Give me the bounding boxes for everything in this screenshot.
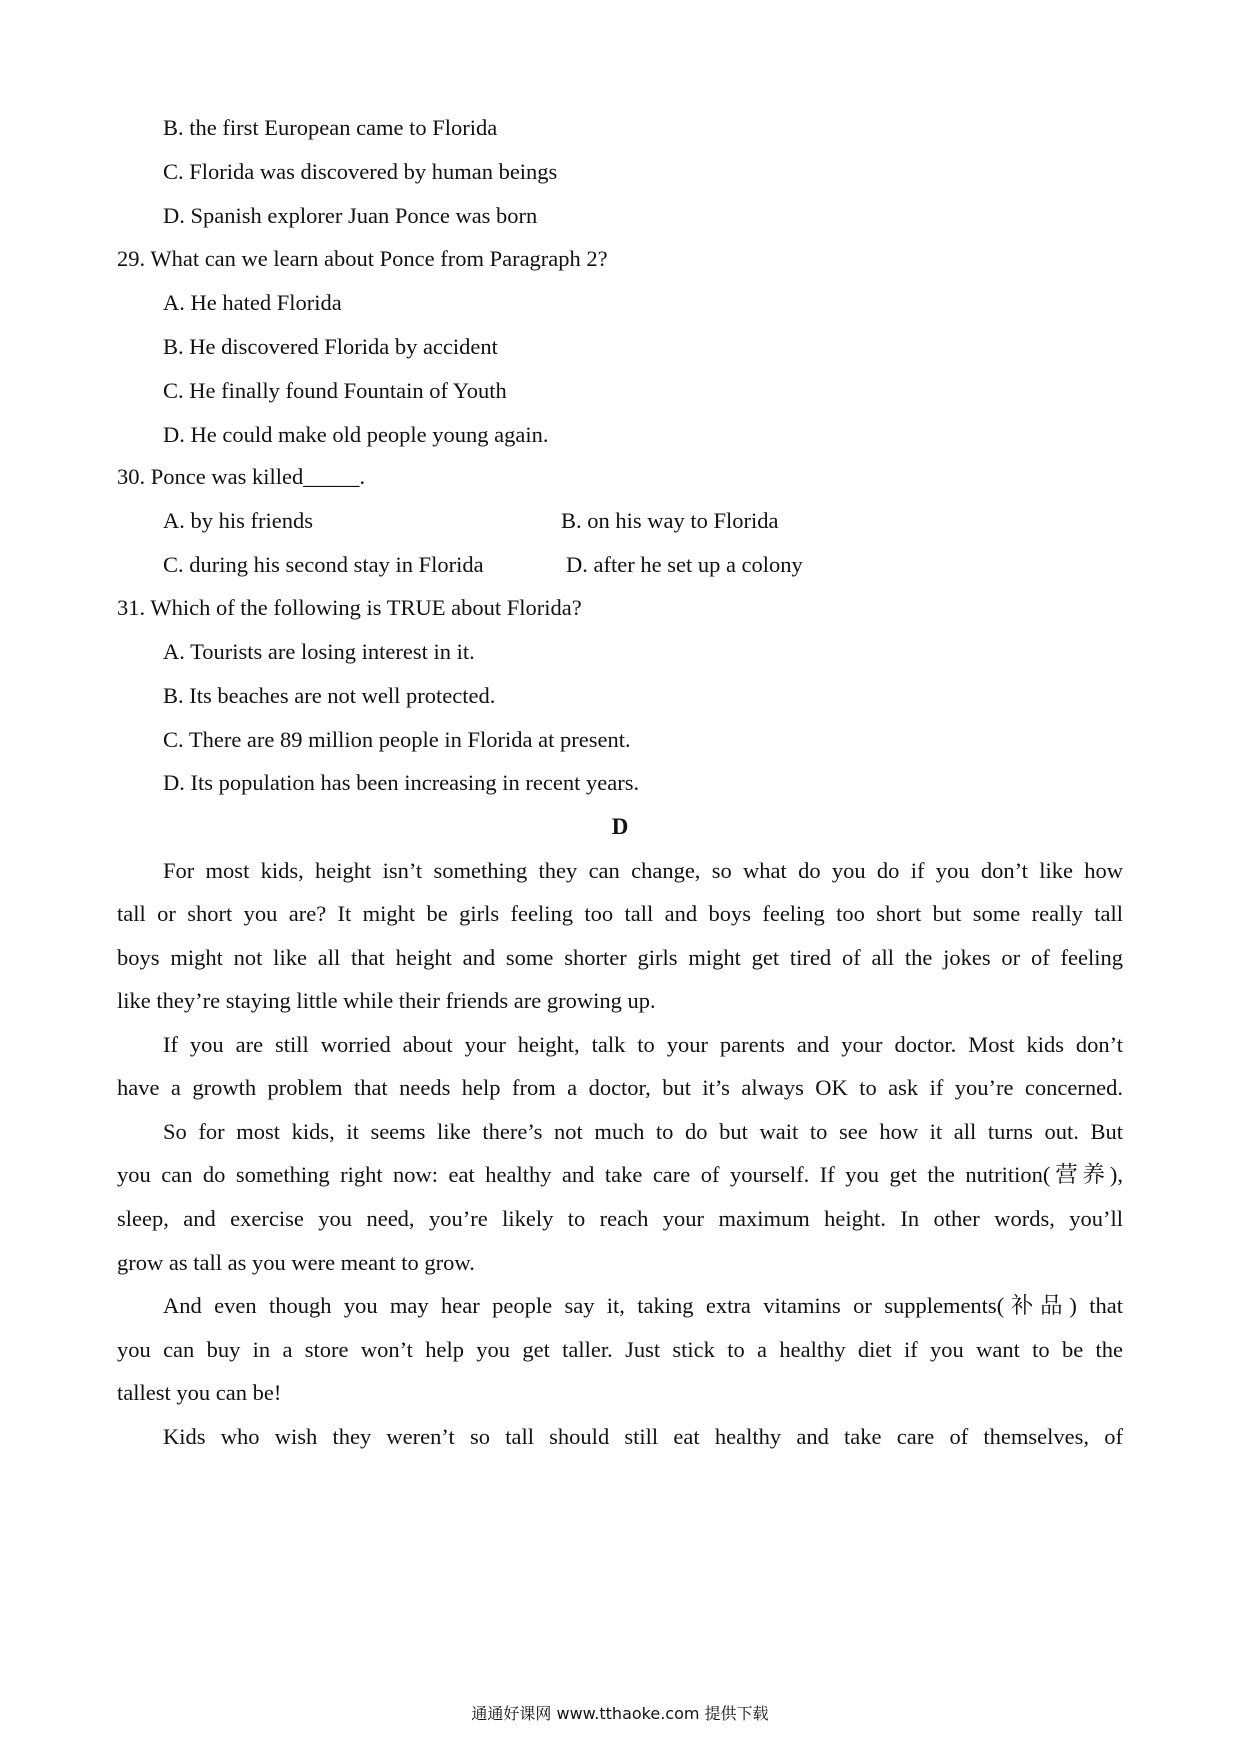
paragraph-line: you can buy in a store won’t help you get taller. Just stick to a healthy diet if you want to be the: [117, 1337, 1123, 1362]
page-footer: 通通好课网 www.tthaoke.com 提供下载: [471, 1704, 769, 1723]
q28-option-d: D. Spanish explorer Juan Ponce was born: [163, 203, 538, 228]
q29-stem: 29. What can we learn about Ponce from Paragraph 2?: [117, 246, 608, 271]
q28-option-b: B. the first European came to Florida: [163, 115, 498, 140]
paragraph-line: you can do something right now: eat healthy and take care of yourself. If you get the nutrition(营养),: [117, 1162, 1123, 1187]
q29-option-d: D. He could make old people young again.: [163, 422, 549, 447]
paragraph-line: boys might not like all that height and some shorter girls might get tired of all the jokes or of feeling: [117, 945, 1123, 970]
q29-option-c: C. He finally found Fountain of Youth: [163, 378, 507, 403]
section-d-heading: D: [611, 814, 629, 839]
paragraph-line: tall or short you are? It might be girls feeling too tall and boys feeling too short but some really tall: [117, 901, 1123, 926]
q30-option-a: A. by his friends: [163, 508, 313, 533]
q30-stem: 30. Ponce was killed_____.: [117, 464, 366, 489]
q29-option-b: B. He discovered Florida by accident: [163, 334, 498, 359]
paragraph-line: sleep, and exercise you need, you’re likely to reach your maximum height. In other words, you’ll: [117, 1206, 1123, 1231]
q30-option-c: C. during his second stay in Florida: [163, 552, 484, 577]
q29-option-a: A. He hated Florida: [163, 290, 342, 315]
q28-option-c: C. Florida was discovered by human beings: [163, 159, 558, 184]
paragraph-line: Kids who wish they weren’t so tall should still eat healthy and take care of themselves, of: [163, 1424, 1123, 1449]
q30-option-d: D. after he set up a colony: [566, 552, 803, 577]
q31-option-a: A. Tourists are losing interest in it.: [163, 639, 475, 664]
paragraph-line: So for most kids, it seems like there’s not much to do but wait to see how it all turns out. But: [163, 1119, 1123, 1144]
paragraph-line: tallest you can be!: [117, 1380, 282, 1405]
paragraph-line: have a growth problem that needs help from a doctor, but it’s always OK to ask if you’re concerned.: [117, 1075, 1123, 1100]
paragraph-line: grow as tall as you were meant to grow.: [117, 1250, 475, 1275]
q30-option-b: B. on his way to Florida: [561, 508, 779, 533]
paragraph-line: If you are still worried about your height, talk to your parents and your doctor. Most kids don’t: [163, 1032, 1123, 1057]
q31-option-b: B. Its beaches are not well protected.: [163, 683, 496, 708]
paragraph-line: like they’re staying little while their friends are growing up.: [117, 988, 656, 1013]
q31-option-c: C. There are 89 million people in Florida at present.: [163, 727, 631, 752]
paragraph-line: For most kids, height isn’t something they can change, so what do you do if you don’t like how: [163, 858, 1123, 883]
q31-option-d: D. Its population has been increasing in recent years.: [163, 770, 640, 795]
paragraph-line: And even though you may hear people say it, taking extra vitamins or supplements(补品) that: [163, 1293, 1123, 1318]
q31-stem: 31. Which of the following is TRUE about Florida?: [117, 595, 582, 620]
